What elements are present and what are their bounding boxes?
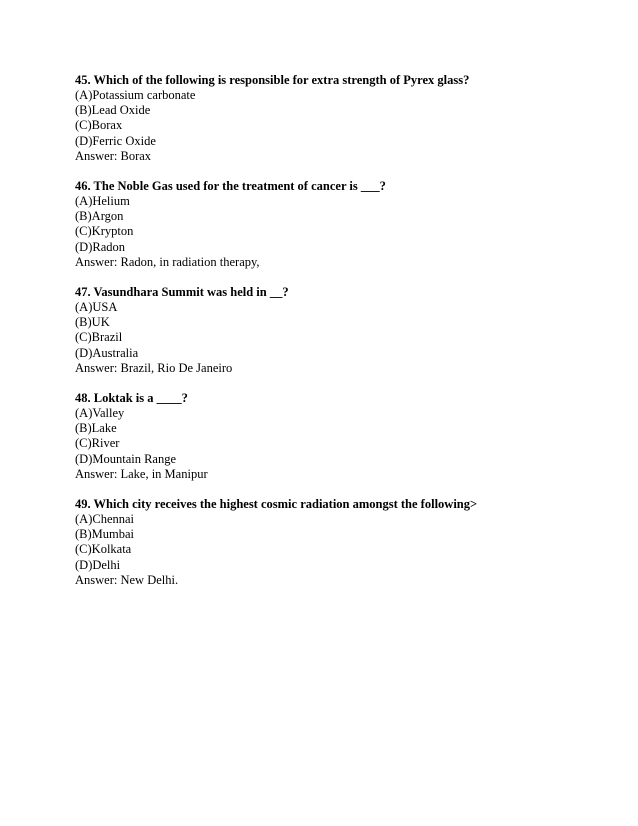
option-c: (C)Kolkata bbox=[75, 542, 132, 557]
question-49 bbox=[75, 496, 595, 588]
question-47 bbox=[75, 284, 595, 376]
option-b: (B)Argon bbox=[75, 209, 124, 224]
option-c: (C)Krypton bbox=[75, 224, 134, 239]
answer-text: Answer: Brazil, Rio De Janeiro bbox=[75, 360, 233, 375]
option-d: (D)Mountain Range bbox=[75, 451, 177, 466]
option-d: (D)Radon bbox=[75, 239, 125, 254]
answer-text: Answer: Radon, in radiation therapy, bbox=[75, 254, 260, 269]
option-a: (A)Helium bbox=[75, 194, 130, 209]
option-c: (C)River bbox=[75, 436, 120, 451]
option-a: (A)Potassium carbonate bbox=[75, 88, 196, 102]
option-b: (B)UK bbox=[75, 315, 110, 330]
question-title: 49. Which city receives the highest cosmic radiation amongst the following> bbox=[75, 497, 478, 512]
option-d: (D)Ferric Oxide bbox=[75, 133, 156, 148]
option-b: (B)Lead Oxide bbox=[75, 103, 151, 118]
question-46 bbox=[75, 178, 595, 270]
option-d: (D)Australia bbox=[75, 345, 139, 360]
option-c: (C)Borax bbox=[75, 118, 123, 133]
answer-text: Answer: New Delhi. bbox=[75, 572, 179, 587]
option-b: (B)Lake bbox=[75, 421, 117, 436]
option-c: (C)Brazil bbox=[75, 330, 123, 345]
answer-text: Answer: Borax bbox=[75, 148, 152, 163]
answer-text: Answer: Lake, in Manipur bbox=[75, 466, 208, 481]
option-a: (A)Chennai bbox=[75, 512, 135, 527]
question-title: 45. Which of the following is responsible for extra strength of Pyrex glass? bbox=[75, 73, 470, 87]
question-48 bbox=[75, 390, 595, 482]
question-title: 47. Vasundhara Summit was held in __? bbox=[75, 285, 289, 300]
question-title: 46. The Noble Gas used for the treatment of cancer is ___? bbox=[75, 179, 386, 194]
option-a: (A)Valley bbox=[75, 406, 125, 421]
question-45 bbox=[75, 72, 595, 164]
option-b: (B)Mumbai bbox=[75, 527, 135, 542]
option-a: (A)USA bbox=[75, 300, 118, 315]
option-d: (D)Delhi bbox=[75, 557, 121, 572]
document-page bbox=[75, 72, 595, 602]
question-title: 48. Loktak is a ____? bbox=[75, 391, 188, 406]
